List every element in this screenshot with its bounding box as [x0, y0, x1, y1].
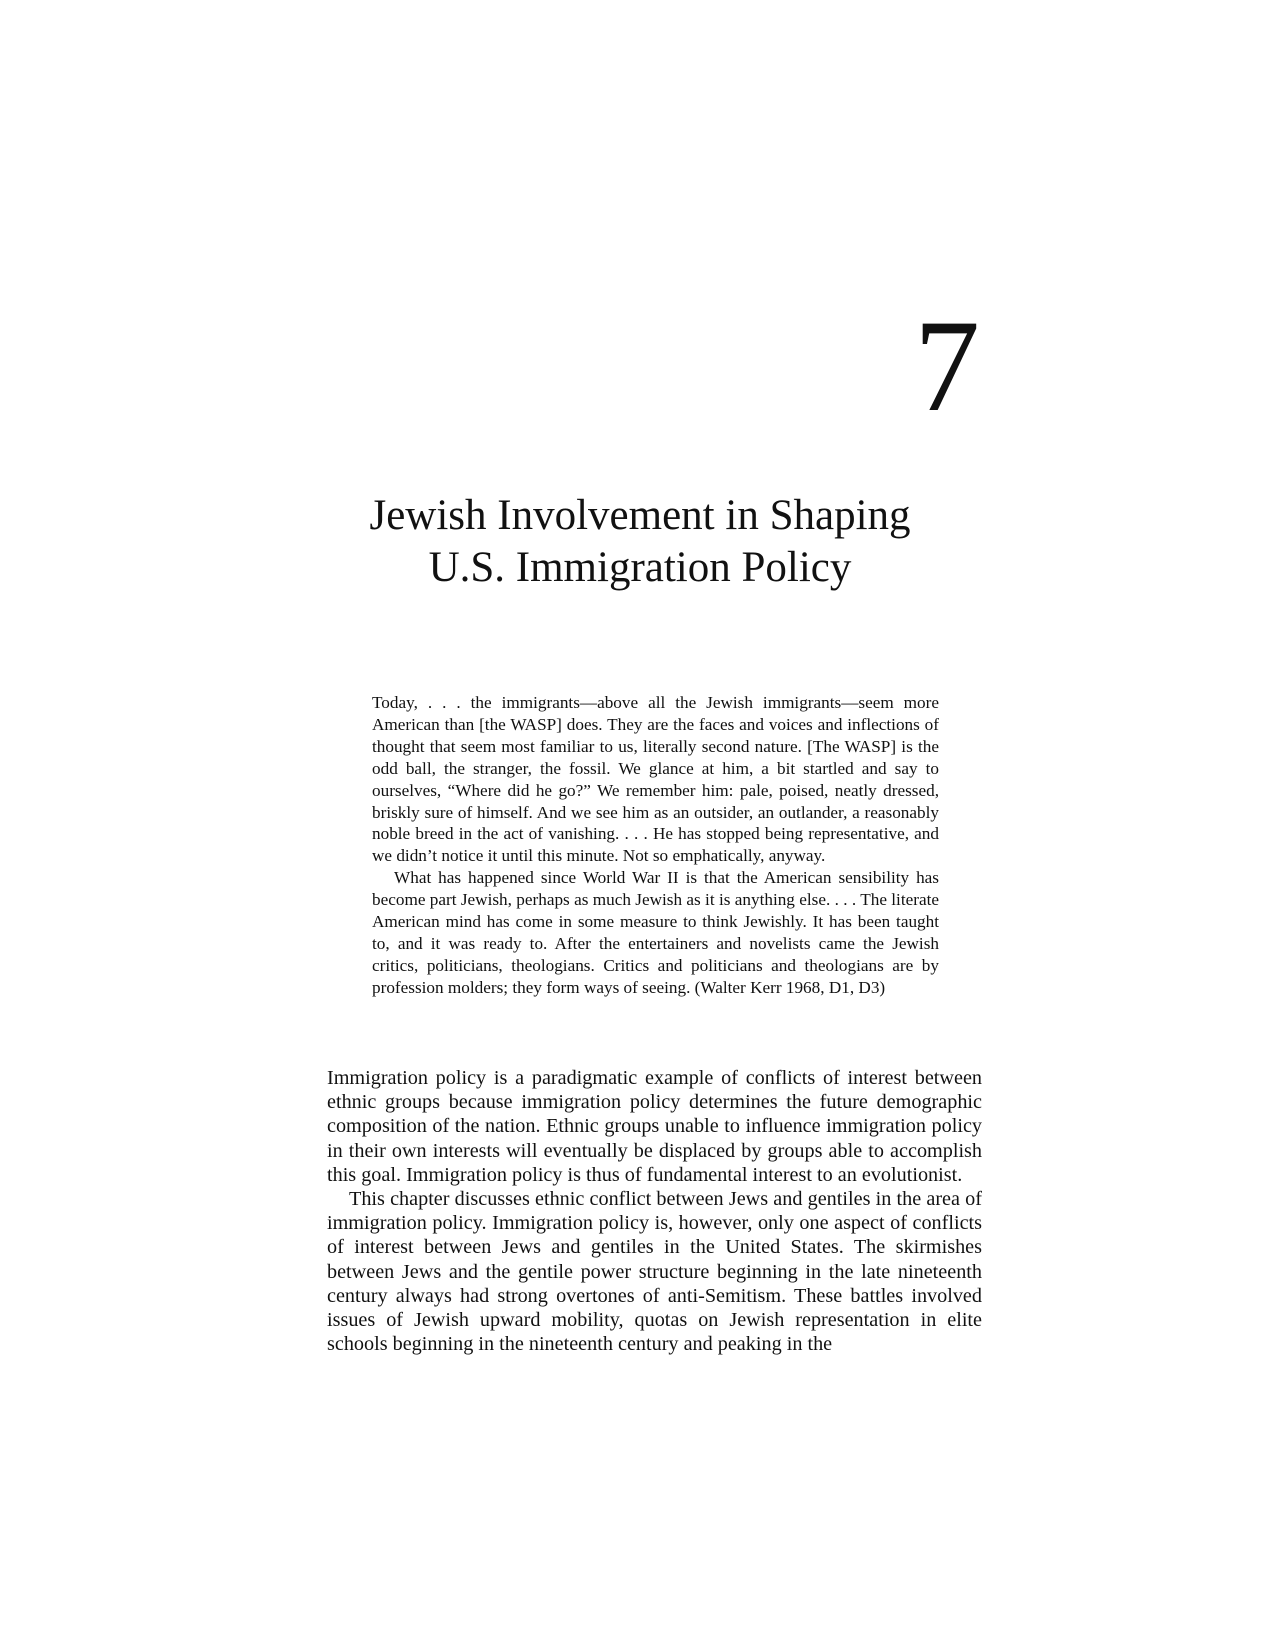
epigraph-paragraph-1: Today, . . . the immigrants—above all the Jewish immigrants—seem more American than [the WASP] does. They are the faces and voices and inflections of thought that seem most familiar to us, literally second nature. [The WASP] is the odd ball, the stranger, the fossil. We glance at him, a bit startled and say to ourselves, “Where did he go?” We remember him: pale, poised, neatly dressed, briskly sure of himself. And we see him as an outsider, an outlander, a reasonably noble breed in the act of vanishing. . . . He has stopped being representative, and we didn’t notice it until this minute. Not so emphatically, anyway.	[372, 693, 939, 866]
chapter-number: 7	[914, 292, 980, 439]
body-paragraph-2: This chapter discusses ethnic conflict between Jews and gentiles in the area of immigration policy. Immigration policy is, however, only one aspect of conflicts of interest between Jews and gentiles in the United States. The skirmishes between Jews and the gentile power structure beginning in the late nineteenth century always had strong overtones of anti-Semitism. These battles involved issues of Jewish upward mobility, quotas on Jewish representation in elite schools beginning in the nineteenth century and peaking in the	[327, 1188, 982, 1356]
epigraph	[372, 692, 939, 999]
chapter-title-line-2: U.S. Immigration Policy	[428, 544, 852, 591]
chapter-title-line-1: Jewish Involvement in Shaping	[369, 492, 911, 539]
epigraph-paragraph-2: What has happened since World War II is that the American sensibility has become part Jewish, perhaps as much Jewish as it is anything else. . . . The literate American mind has come in some measure to think Jewishly. It has been taught to, and it was ready to. After the entertainers and novelists came the Jewish critics, politicians, theologians. Critics and politicians and theologians are by profession molders; they form ways of seeing. (Walter Kerr 1968, D1, D3)	[372, 868, 939, 997]
body-paragraph-1: Immigration policy is a paradigmatic example of conflicts of interest between ethnic groups because immigration policy determines the future demographic composition of the nation. Ethnic groups unable to influence immigration policy in their own interests will eventually be displaced by groups able to accomplish this goal. Immigration policy is thus of fundamental interest to an evolutionist.	[327, 1067, 982, 1186]
chapter-title	[300, 490, 980, 594]
body-text	[327, 1066, 982, 1356]
